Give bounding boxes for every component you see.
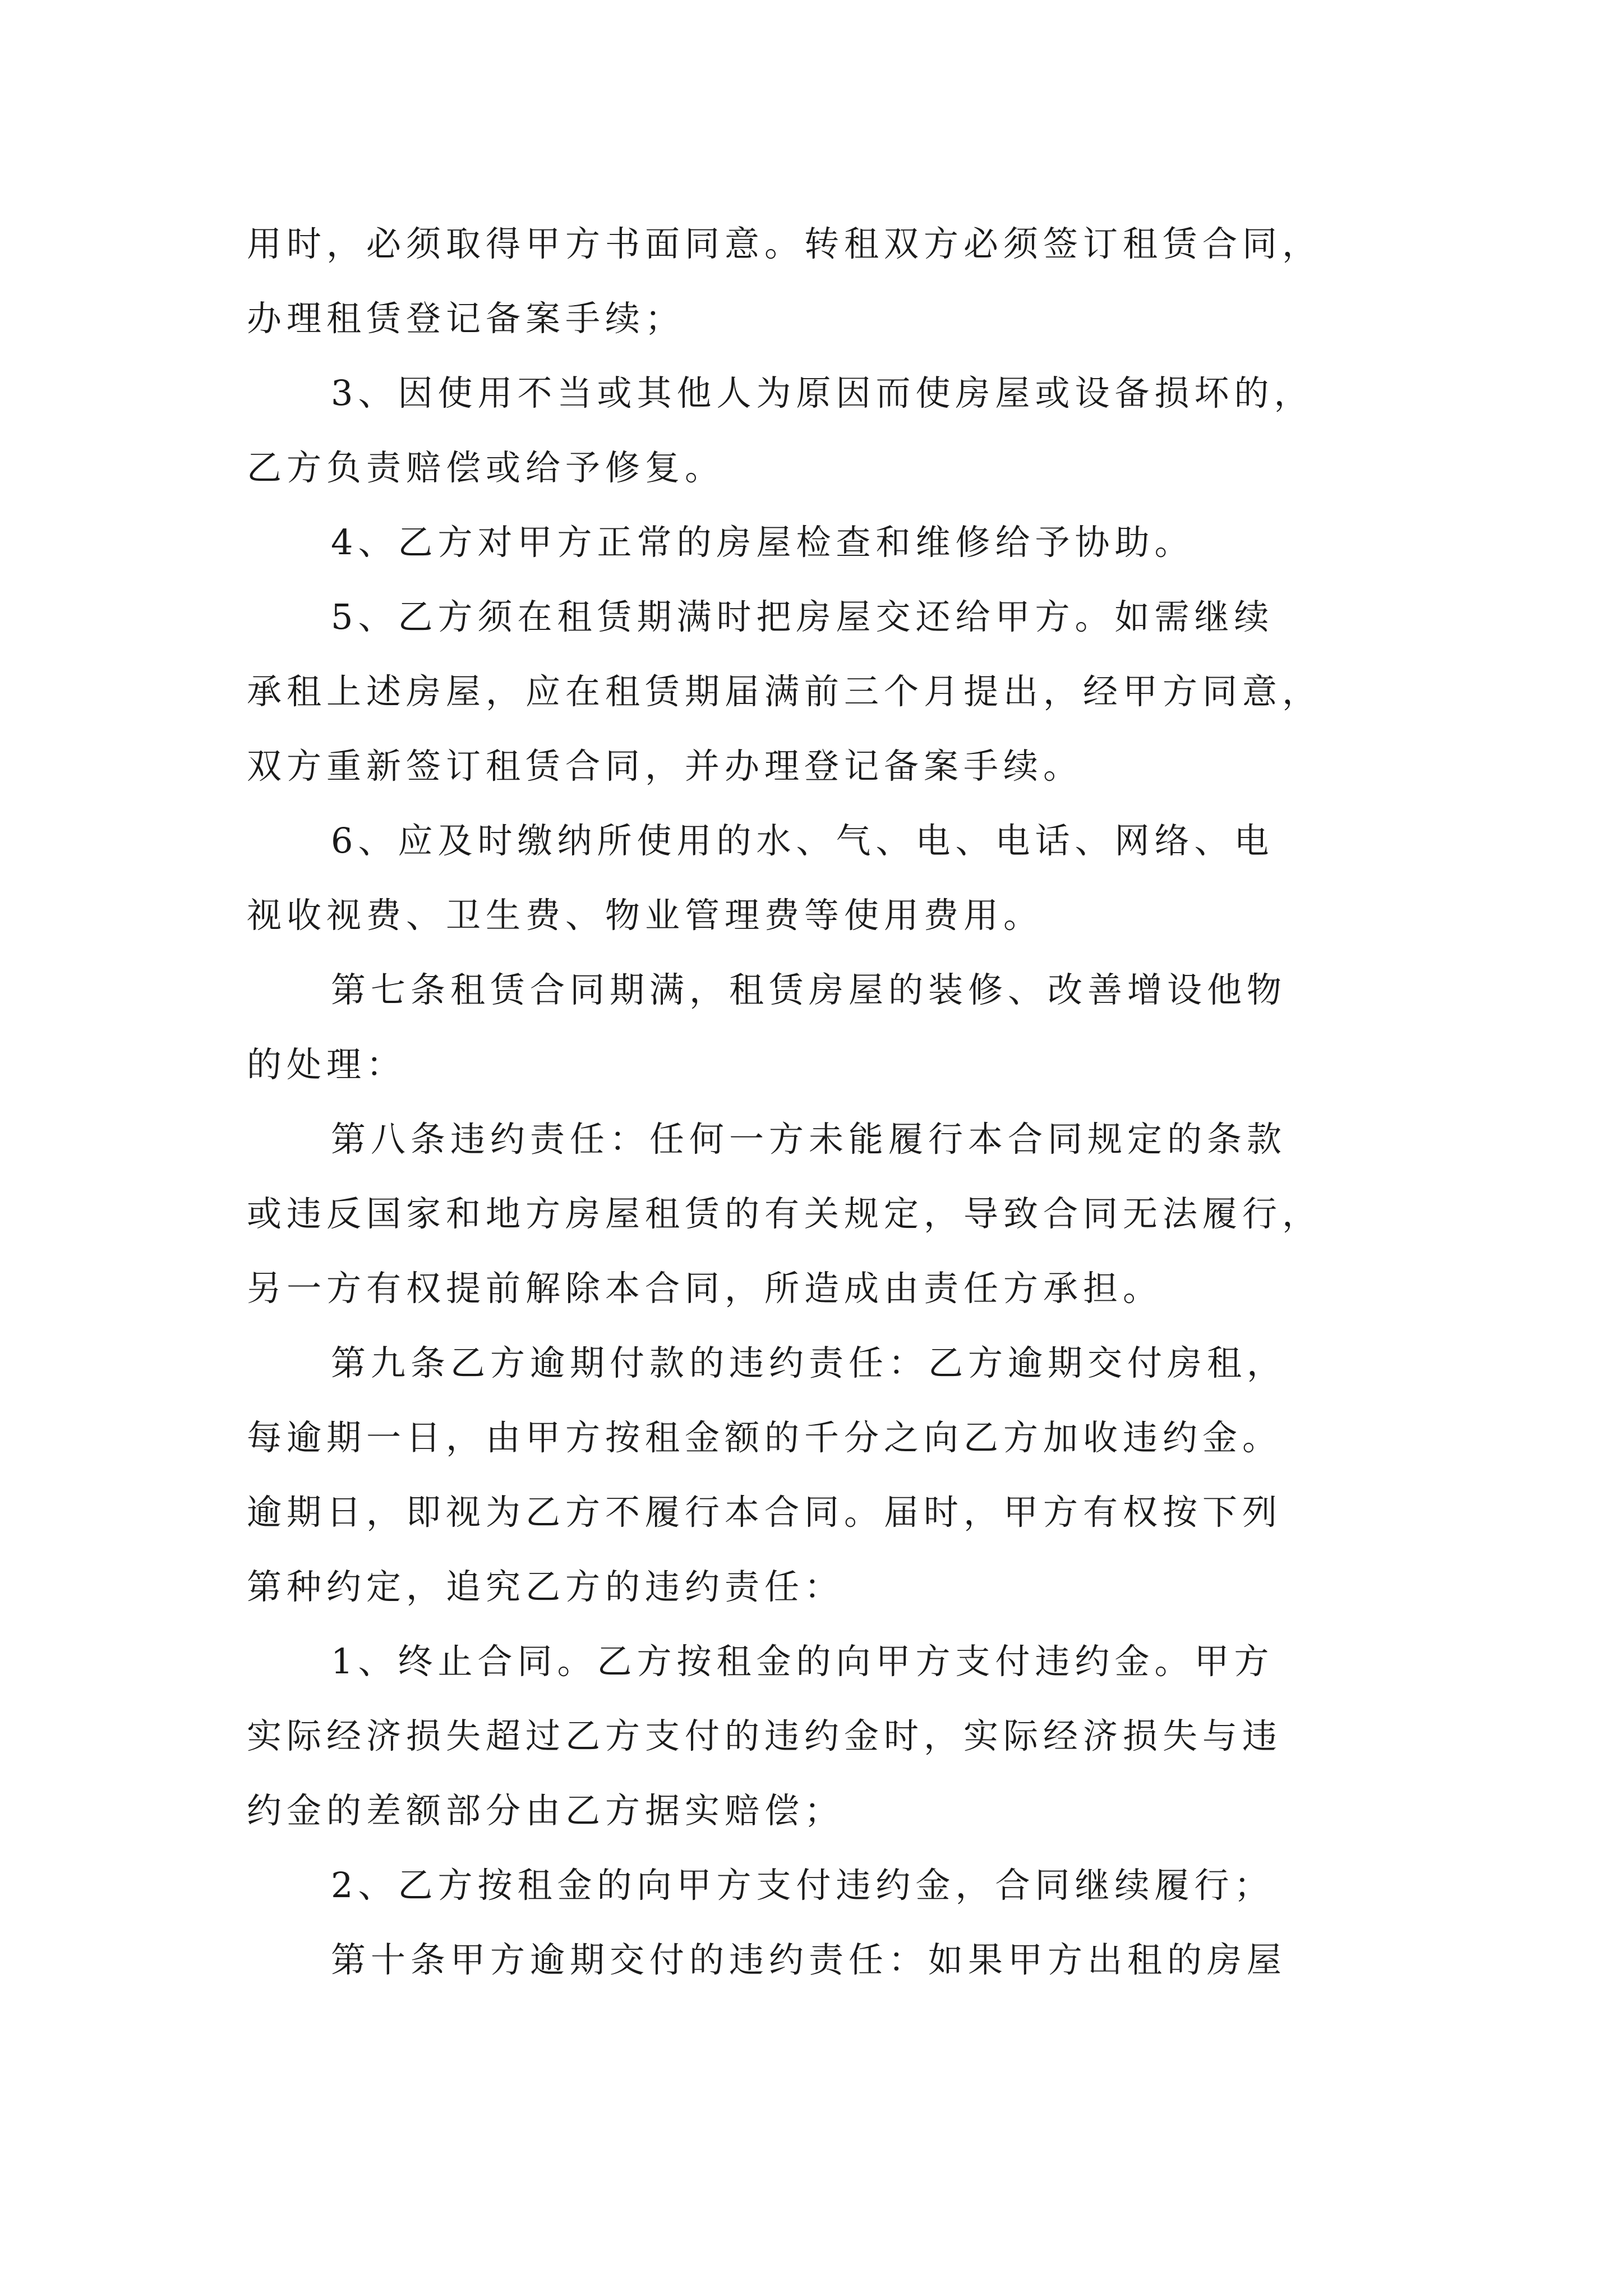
text-line: 逾期日，即视为乙方不履行本合同。届时，甲方有权按下列: [247, 1492, 1283, 1533]
text-line: 第十条甲方逾期交付的违约责任：如果甲方出租的房屋: [331, 1939, 1287, 1980]
text-line: 承租上述房屋，应在租赁期届满前三个月提出，经甲方同意，: [247, 671, 1322, 712]
text-line: 3、因使用不当或其他人为原因而使房屋或设备损坏的，: [331, 372, 1314, 413]
text-line: 第种约定，追究乙方的违约责任：: [247, 1566, 845, 1607]
text-line: 第九条乙方逾期付款的违约责任：乙方逾期交付房租，: [331, 1342, 1287, 1383]
text-line: 视收视费、卫生费、物业管理费等使用费用。: [247, 895, 1044, 936]
text-line: 4、乙方对甲方正常的房屋检查和维修给予协助。: [331, 522, 1195, 563]
text-line: 双方重新签订租赁合同，并办理登记备案手续。: [247, 746, 1083, 786]
text-line: 第七条租赁合同期满，租赁房屋的装修、改善增设他物: [331, 969, 1287, 1010]
text-line: 的处理：: [247, 1044, 407, 1085]
text-line: 约金的差额部分由乙方据实赔偿；: [247, 1790, 845, 1831]
text-line: 6、应及时缴纳所使用的水、气、电、电话、网络、电: [331, 820, 1274, 861]
text-line: 或违反国家和地方房屋租赁的有关规定，导致合同无法履行，: [247, 1193, 1322, 1234]
text-line: 实际经济损失超过乙方支付的违约金时，实际经济损失与违: [247, 1715, 1283, 1756]
text-line: 每逾期一日，由甲方按租金额的千分之向乙方加收违约金。: [247, 1417, 1283, 1458]
text-line: 办理租赁登记备案手续；: [247, 298, 685, 339]
text-line: 1、终止合同。乙方按租金的向甲方支付违约金。甲方: [331, 1641, 1274, 1682]
text-line: 第八条违约责任：任何一方未能履行本合同规定的条款: [331, 1119, 1287, 1159]
text-line: 5、乙方须在租赁期满时把房屋交还给甲方。如需继续: [331, 596, 1274, 637]
text-line: 乙方负责赔偿或给予修复。: [247, 447, 725, 488]
text-line: 2、乙方按租金的向甲方支付违约金，合同继续履行；: [331, 1865, 1274, 1906]
text-line: 用时，必须取得甲方书面同意。转租双方必须签订租赁合同，: [247, 223, 1322, 264]
text-line: 另一方有权提前解除本合同，所造成由责任方承担。: [247, 1268, 1163, 1309]
